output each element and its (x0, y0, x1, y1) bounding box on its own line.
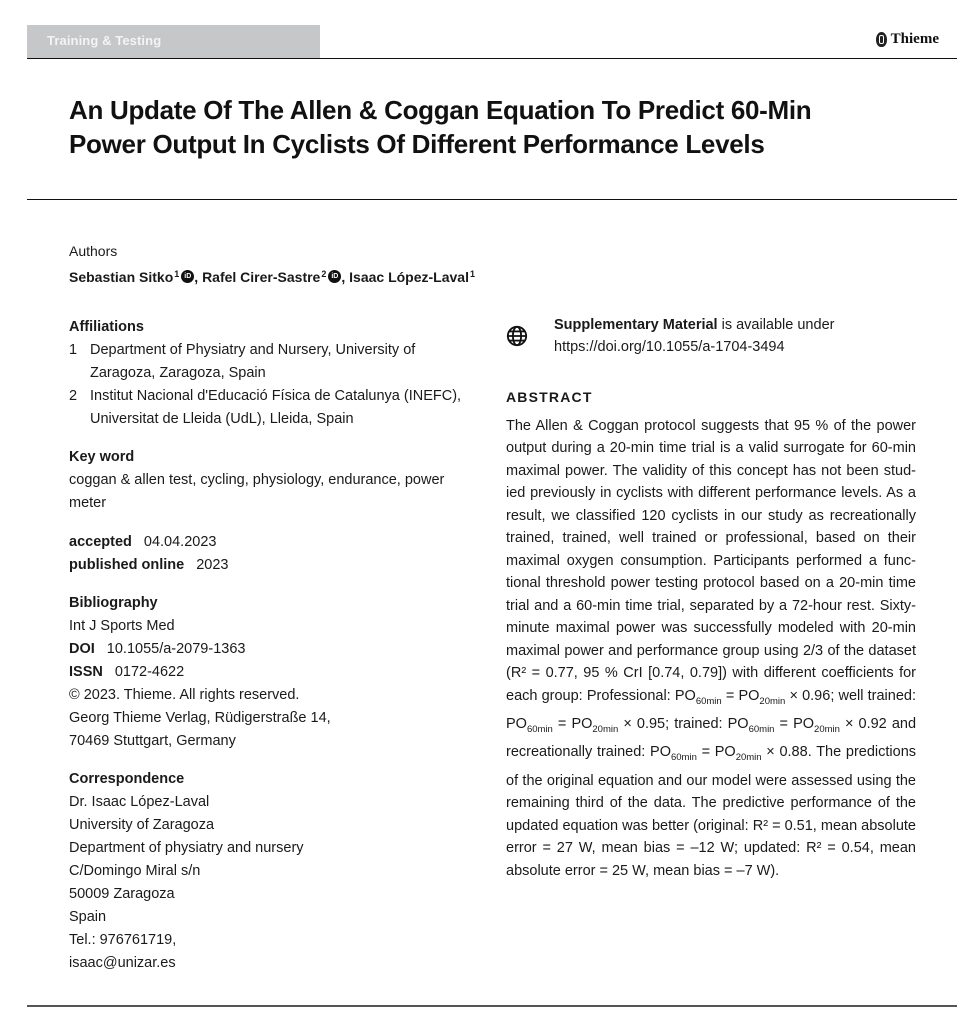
affiliation-number: 1 (69, 342, 78, 358)
footer-divider (27, 1005, 957, 1007)
supplementary-material-note (506, 314, 916, 358)
supplementary-text (540, 314, 916, 358)
authors-section (69, 240, 479, 289)
doi-link[interactable]: 10.1055/a-2079-1363 (106, 641, 246, 657)
keywords-heading: Key word (69, 449, 135, 465)
doi-row (69, 638, 479, 661)
separator: , (194, 269, 203, 285)
orcid-icon[interactable]: iD (181, 270, 194, 283)
bibliography-section (69, 592, 479, 753)
supplementary-link[interactable]: is available under https://doi.org/10.1055/a-1704-3494 (554, 317, 835, 355)
author-name[interactable]: Sebastian Sitko (69, 269, 174, 285)
title-line-2: Power Output In Cyclists Of Different Performance Levels (69, 129, 765, 159)
abstract-text: The Allen & Coggan protocol suggests that 95 % of the power output during a 20-min time trial is a valid surrogate for 60-min maximal power. The validity of this concept has not been studied previously in cyclists with different performance levels. As a result, we classified 120 cyclists in our study as recreationally trained, trained, well trained or professional, based on their maximal oxygen consumption. Participants performed a functional threshold power testing protocol based on a 20-min time trial and a 60-min time trial, separated by a 72-hour rest. Sixty-minute maximal power was successfully modeled with 20-min maximal power and performance group using 2/3 of the dataset (R (506, 417, 916, 681)
abstract-text: The predictions of the original equation and our model were assessed using the remaining third of the data. The predictive performance of the updated equation was better (original: R² = 0.51, mean absolute error = 27 W, mean bias = –12 W; updated: R² = 0.54, mean absolute error = 25 W, mean bias = –7 W). (506, 744, 917, 879)
abstract-body (506, 415, 916, 883)
published-label: published online (69, 557, 185, 573)
author-name[interactable]: Rafel Cirer-Sastre (202, 269, 321, 285)
thieme-logo-icon (876, 32, 887, 47)
author-list (69, 263, 479, 289)
section-label: Training & Testing (47, 33, 162, 48)
correspondence-heading: Correspondence (69, 771, 185, 787)
issn-label: ISSN (69, 664, 103, 680)
header-divider (27, 58, 957, 59)
correspondence-line: Spain (69, 909, 107, 925)
publisher-address-1: Georg Thieme Verlag, Rüdigerstraße 14, (69, 710, 331, 726)
keywords-text: coggan & allen test, cycling, physiology, endurance, power meter (69, 472, 445, 511)
affiliation-number: 2 (69, 388, 78, 404)
bibliography-heading: Bibliography (69, 595, 158, 611)
correspondence-email[interactable]: isaac@unizar.es (69, 955, 176, 971)
affiliation-text: Institut Nacional d'Educació Física de Catalunya (INEFC), Universitat de Lleida (UdL), Lleida, Spain (90, 388, 462, 427)
affiliation-item (69, 339, 479, 385)
published-date (69, 554, 479, 577)
authors-heading: Authors (69, 243, 118, 259)
doi-label: DOI (69, 641, 95, 657)
affiliation-text: Department of Physiatry and Nursery, University of Zaragoza, Zaragoza, Spain (90, 342, 416, 381)
affiliations-section (69, 316, 479, 431)
accepted-value: 04.04.2023 (143, 534, 217, 550)
issn-row (69, 661, 479, 684)
author-name[interactable]: Isaac López-Laval (349, 269, 469, 285)
correspondence-line: C/Domingo Miral s/n (69, 863, 201, 879)
group-equation: well trained: $PO_{60min} = PO_{20min} \times 0.95$; (506, 687, 916, 735)
orcid-icon[interactable]: iD (328, 270, 341, 283)
publisher-name: Thieme (890, 31, 939, 47)
correspondence-line: Department of physiatry and nursery (69, 840, 304, 856)
metadata-column (69, 240, 479, 975)
correspondence-section (69, 768, 479, 975)
journal-name: Int J Sports Med (69, 618, 175, 634)
group-equation: and recreationally trained: $PO_{60min} = PO_{20min} \times 0.88$. (506, 715, 917, 764)
title-divider (27, 199, 957, 200)
issn-value: 0172-4622 (114, 664, 185, 680)
published-value: 2023 (196, 557, 229, 573)
affiliations-heading: Affiliations (69, 319, 144, 335)
publisher-brand (876, 31, 939, 48)
correspondence-phone: Tel.: 976761719, (69, 932, 177, 948)
title-line-1: An Update Of The Allen & Coggan Equation To Predict 60-Min (69, 95, 812, 125)
publisher-address-2: 70469 Stuttgart, Germany (69, 733, 236, 749)
supplementary-label: Supplementary Material (554, 317, 718, 333)
group-equation: Professional: $PO_{60min} = PO_{20min} \times 0.96$; (586, 687, 839, 707)
abstract-heading: ABSTRACT (506, 389, 593, 405)
affiliation-item (69, 385, 479, 431)
abstract-text: ² = 0.77, 95 % CrI [0.74, 0.79]) with different coefficients for each group: (506, 665, 916, 704)
affiliation-ref: 1 (469, 269, 475, 279)
separator: , (341, 269, 350, 285)
affiliation-ref: 2 (321, 269, 327, 279)
group-equation: trained: $PO_{60min} = PO_{20min} \times 0.92$ (674, 715, 887, 735)
copyright: © 2023. Thieme. All rights reserved. (69, 687, 300, 703)
globe-icon (506, 325, 528, 347)
keywords-section (69, 446, 479, 515)
article-title (69, 93, 909, 161)
abstract-column (506, 314, 916, 882)
affiliation-ref: 1 (174, 269, 180, 279)
dates-section (69, 531, 479, 577)
correspondence-line: Dr. Isaac López-Laval (69, 794, 210, 810)
correspondence-line: University of Zaragoza (69, 817, 215, 833)
correspondence-line: 50009 Zaragoza (69, 886, 175, 902)
accepted-date (69, 531, 479, 554)
section-banner (27, 25, 320, 58)
accepted-label: accepted (69, 534, 132, 550)
